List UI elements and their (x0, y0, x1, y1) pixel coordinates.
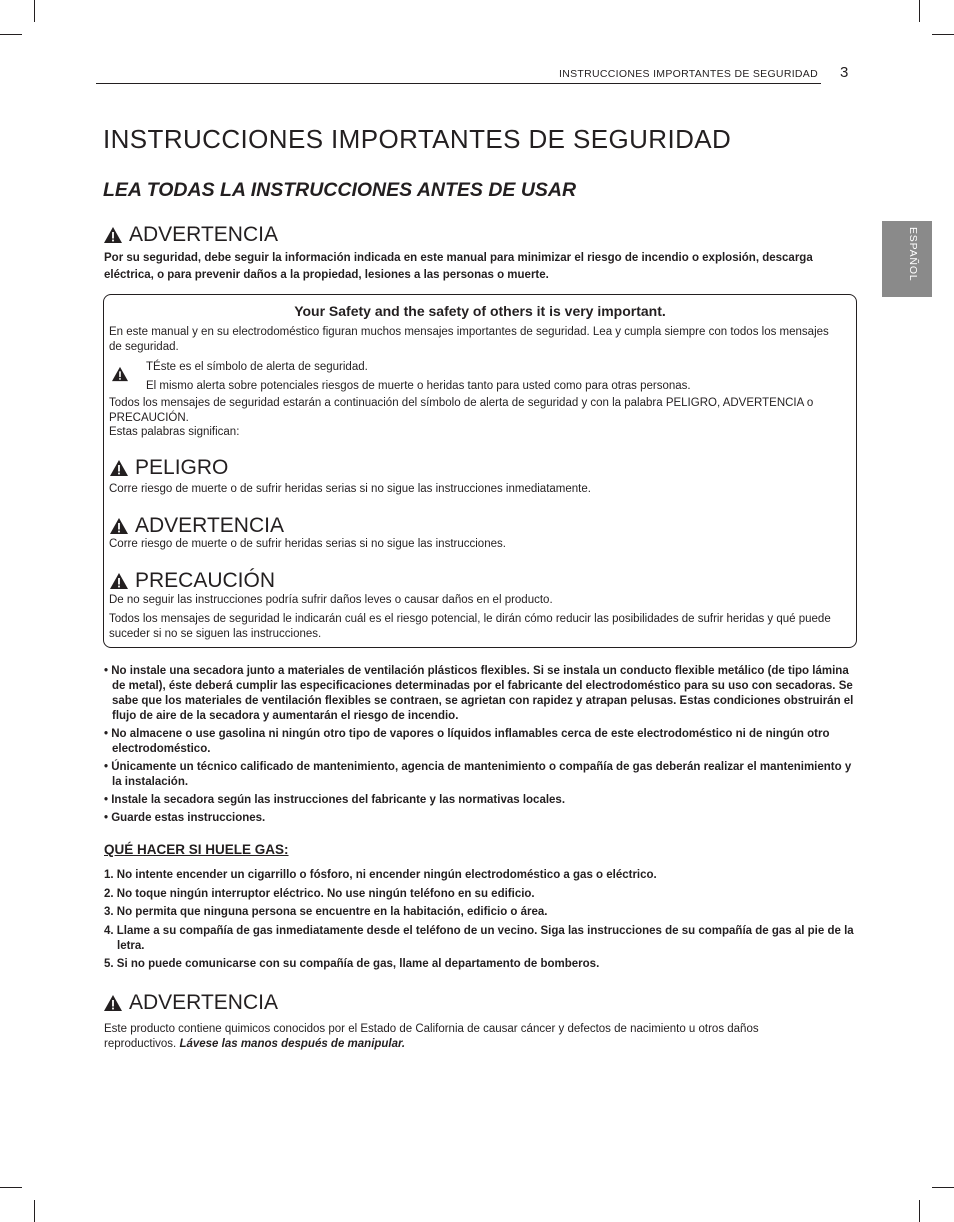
list-item: 4. Llame a su compañía de gas inmediatamente desde el teléfono de un vecino. Siga las instrucciones de su compañía de gas al pie de la letra. (104, 924, 854, 952)
gas-steps (104, 868, 864, 976)
safety-intro: En este manual y en su electrodoméstico figuran muchos mensajes importantes de seguridad. Lea y cumpla siempre con todos los mensajes de seguridad. (109, 326, 829, 353)
precaucion-heading (109, 569, 275, 593)
list-item: • Únicamente un técnico calificado de mantenimiento, agencia de mantenimiento o compañía de gas deberán realizar el mantenimiento y la instalación. (104, 761, 852, 788)
warning-icon (103, 226, 123, 244)
symbol-description: El mismo alerta sobre potenciales riesgos de muerte o heridas tanto para usted como para otras personas. (146, 380, 691, 392)
safety-box-heading: Your Safety and the safety of others it is very important. (294, 303, 666, 319)
warning-icon (109, 572, 129, 590)
symbol-description: TÉste es el símbolo de alerta de seguridad. (146, 361, 368, 373)
list-item: • No almacene o use gasolina ni ningún otro tipo de vapores o líquidos inflamables cerca de este electrodoméstico ni de ningún otro electrodoméstico. (104, 728, 830, 755)
language-tab-label: ESPAÑOL (907, 227, 919, 282)
warning-title: ADVERTENCIA (129, 223, 278, 246)
advertencia-text: Corre riesgo de muerte o de sufrir heridas serias si no sigue las instrucciones. (109, 538, 506, 550)
warning-text: Por su seguridad, debe seguir la información indicada en este manual para minimizar el riesgo de incendio o explosión, descarga eléctrica, o para prevenir daños a la propiedad, lesiones a las personas o muerte. (104, 252, 813, 281)
crop-mark (34, 0, 35, 22)
list-item: • Instale la secadora según las instrucciones del fabricante y las normativas locales. (104, 794, 566, 806)
crop-mark (0, 34, 22, 35)
prop65-emphasis: Lávese las manos después de manipular. (179, 1038, 406, 1050)
warning-heading (103, 223, 278, 247)
page-subtitle: LEA TODAS LA INSTRUCCIONES ANTES DE USAR (103, 179, 577, 201)
list-item: 1. No intente encender un cigarrillo o fósforo, ni encender ningún electrodoméstico a gas o eléctrico. (104, 869, 657, 881)
peligro-title: PELIGRO (135, 456, 229, 479)
list-item: 5. Si no puede comunicarse con su compañía de gas, llame al departamento de bomberos. (104, 958, 600, 970)
list-item: • No instale una secadora junto a materiales de ventilación plásticos flexibles. Si se instala un conducto flexible metálico (de tipo lámina de metal), éste deberá cumplir las especificaciones determinadas por el fabricante del electrodoméstico para su uso con secadoras. Se sabe que los materiales de ventilación flexibles se contraen, se agrietan con rapidez y atrapan pelusas. Estas condiciones obstruirán el flujo de aire de la secadora y aumentarán el riesgo de incendio. (104, 665, 854, 722)
running-header: INSTRUCCIONES IMPORTANTES DE SEGURIDAD (559, 68, 818, 80)
prop65-text: Este producto contiene quimicos conocidos por el Estado de California de causar cáncer y defectos de nacimiento u otros daños reproductivos. (104, 1023, 759, 1050)
precaucion-text: De no seguir las instrucciones podría sufrir daños leves o causar daños en el producto. (109, 594, 553, 606)
warning-icon (109, 459, 129, 477)
safety-box (103, 294, 857, 648)
peligro-heading (109, 456, 228, 480)
page-number: 3 (840, 64, 849, 81)
header-rule (96, 83, 821, 84)
list-item: 3. No permita que ninguna persona se encuentre en la habitación, edificio o área. (104, 906, 548, 918)
meaning-intro: Estas palabras significan: (109, 426, 240, 438)
advertencia-title: ADVERTENCIA (135, 514, 284, 537)
warning-title-bottom: ADVERTENCIA (129, 991, 278, 1014)
safety-alert-icon (111, 366, 129, 382)
warning-icon (103, 994, 123, 1012)
list-item: 2. No toque ningún interruptor eléctrico. No use ningún teléfono en su edificio. (104, 887, 535, 900)
safety-bullets (104, 664, 864, 829)
crop-mark (34, 1200, 35, 1222)
crop-mark (932, 1187, 954, 1188)
gas-heading: QUÉ HACER SI HUELE GAS: (104, 842, 289, 857)
advertencia-heading (109, 514, 284, 538)
prop65-warning-text (104, 1022, 824, 1052)
crop-mark (919, 0, 920, 22)
language-tab (882, 221, 932, 297)
crop-mark (0, 1187, 22, 1188)
crop-mark (919, 1200, 920, 1222)
peligro-text: Corre riesgo de muerte o de sufrir heridas serias si no sigue las instrucciones inmediatamente. (109, 483, 591, 495)
page-title: INSTRUCCIONES IMPORTANTES DE SEGURIDAD (103, 124, 732, 154)
safety-closing: Todos los mensajes de seguridad le indicarán cuál es el riesgo potencial, le dirán cómo reducir las posibilidades de sufrir heridas y qué puede suceder si no se siguen las instrucciones. (109, 613, 831, 640)
crop-mark (932, 34, 954, 35)
warning-icon (109, 517, 129, 535)
warning-heading-bottom (103, 991, 278, 1015)
list-item: • Guarde estas instrucciones. (104, 812, 266, 824)
precaucion-title: PRECAUCIÓN (135, 569, 276, 592)
signal-words-text: Todos los mensajes de seguridad estarán a continuación del símbolo de alerta de seguridad y con la palabra PELIGRO, ADVERTENCIA o PRECAUCIÓN. (109, 397, 814, 424)
